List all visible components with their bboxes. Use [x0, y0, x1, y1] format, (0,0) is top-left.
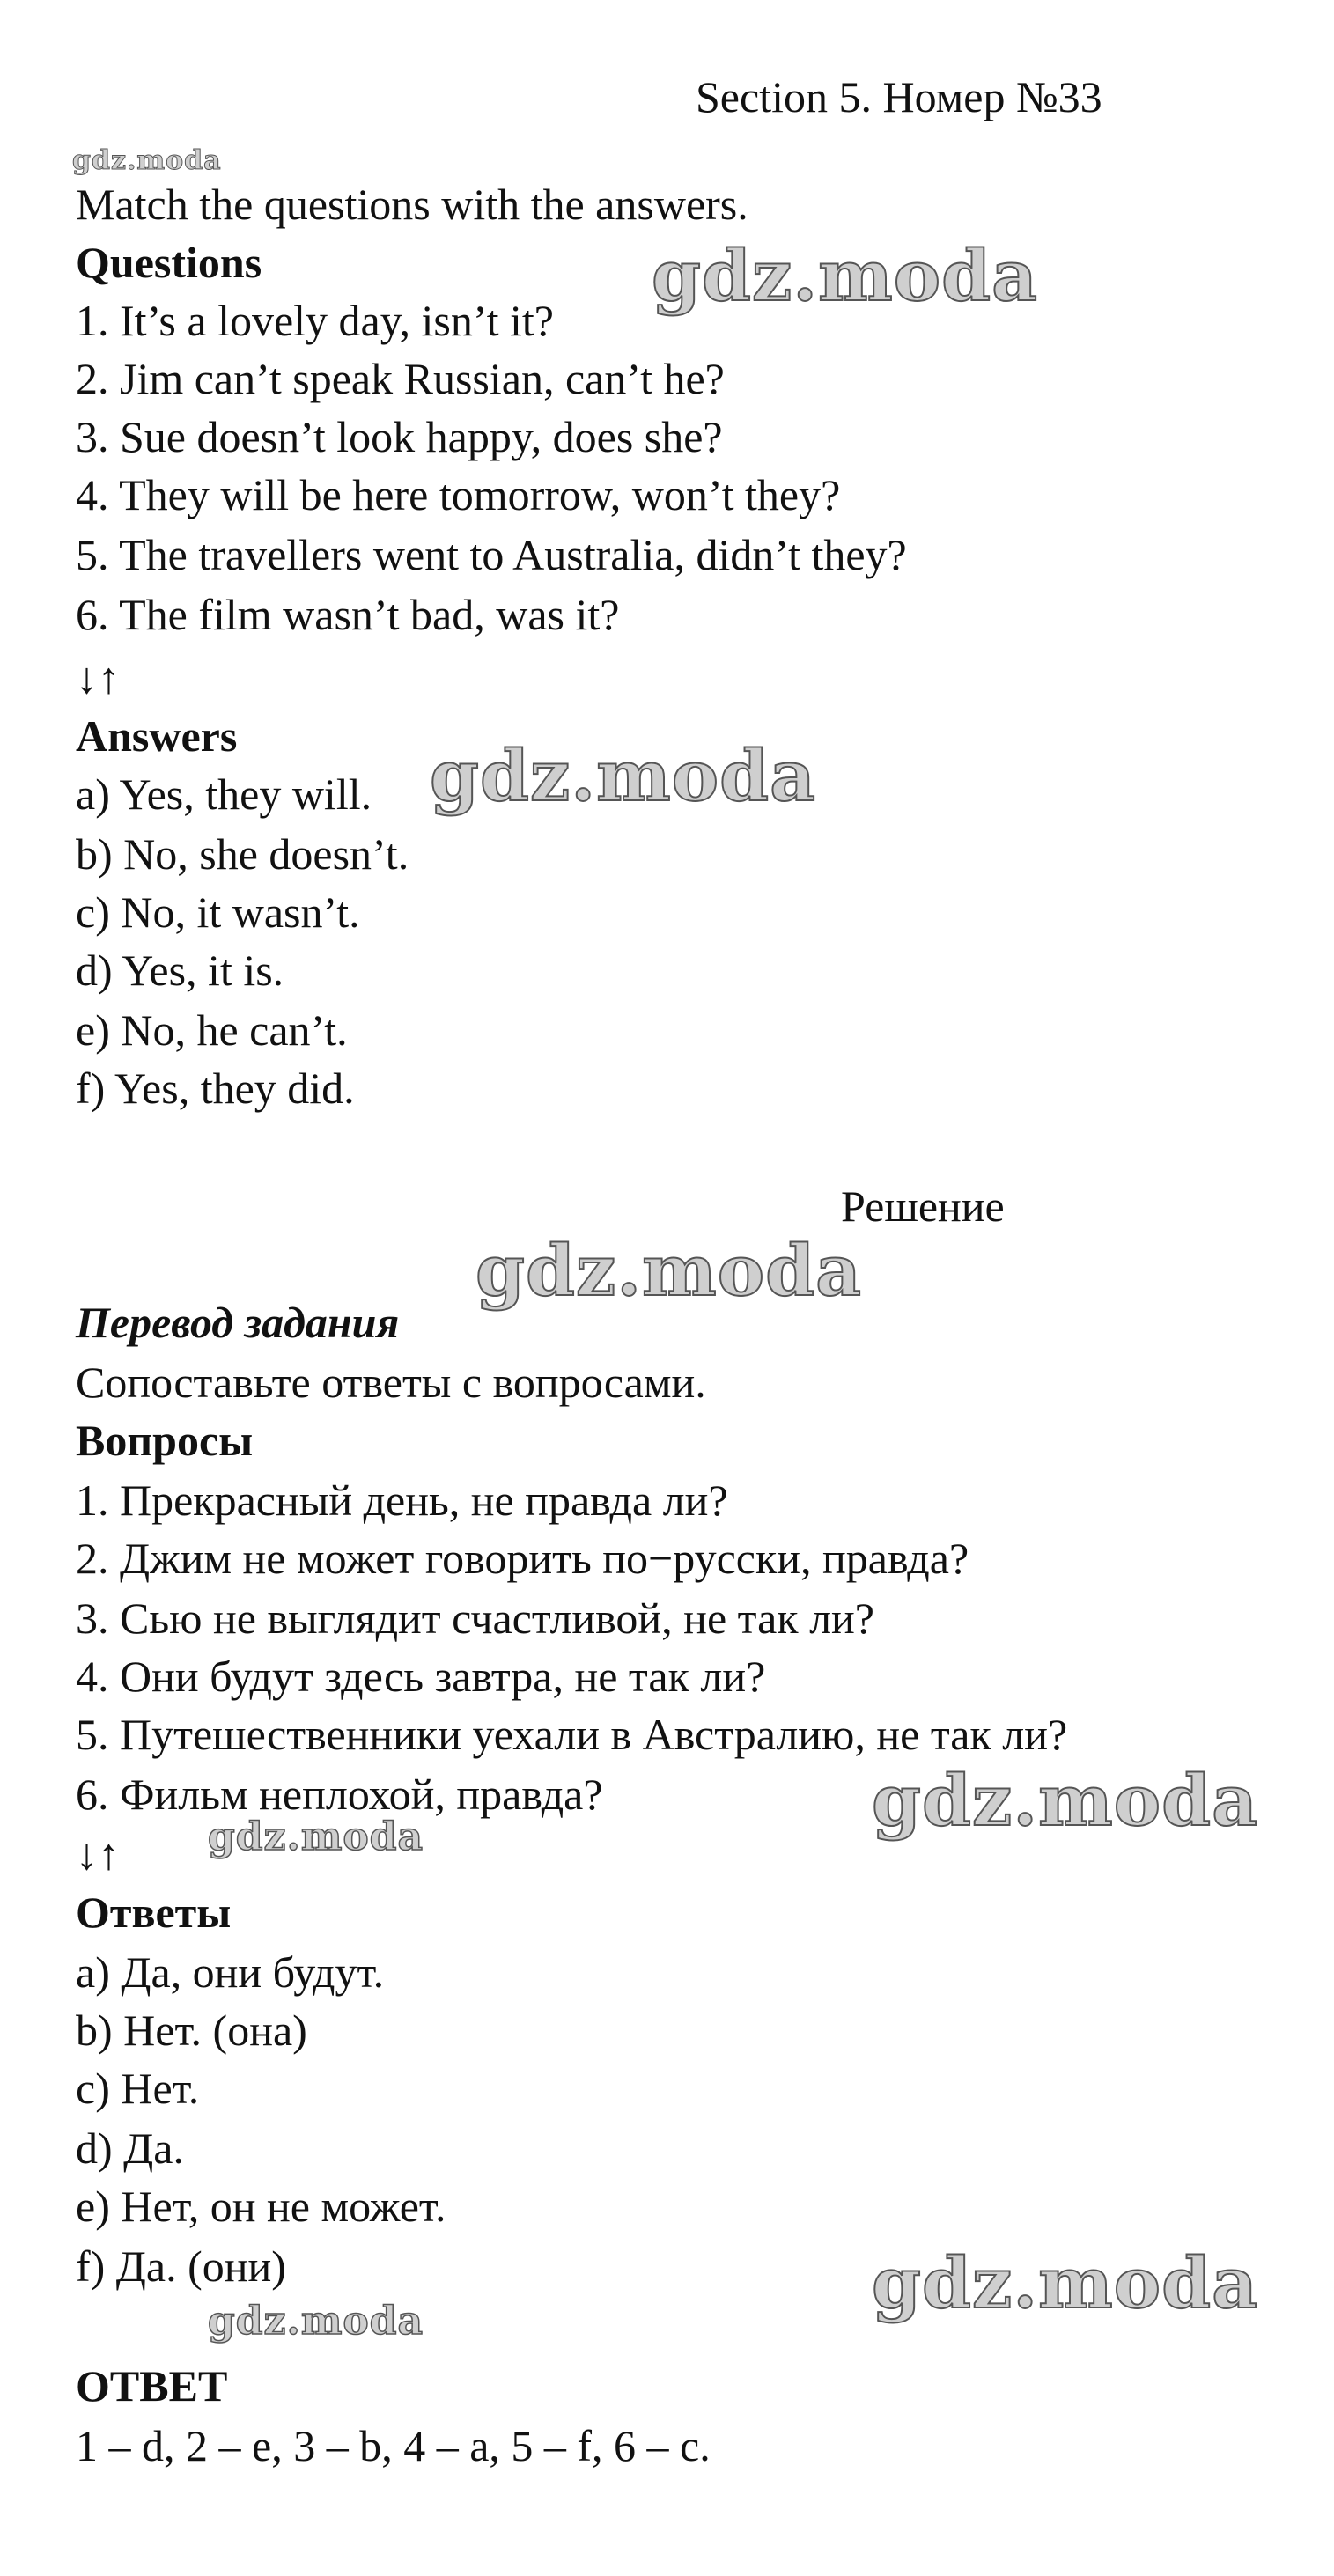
translation-answer-a: a) Да, они будут. — [76, 1947, 385, 1997]
translation-question-1: 1. Прекрасный день, не правда ли? — [76, 1476, 728, 1525]
answer-d: d) Yes, it is. — [76, 946, 284, 995]
translation-question-2: 2. Джим не может говорить по−русски, правда? — [76, 1534, 969, 1583]
translation-answer-c: c) Нет. — [76, 2064, 200, 2113]
answer-c: c) No, it wasn’t. — [76, 887, 360, 937]
question-6: 6. The film wasn’t bad, was it? — [76, 590, 620, 639]
answer-a: a) Yes, they will. — [76, 769, 372, 819]
arrows: ↓↑ — [76, 1829, 120, 1879]
watermark-logo: gdz.moda — [72, 145, 222, 176]
answer-f: f) Yes, they did. — [76, 1064, 355, 1113]
result-heading: ОТВЕТ — [76, 2361, 228, 2410]
translation-answer-e: e) Нет, он не может. — [76, 2182, 446, 2231]
watermark-logo: gdz.moda — [208, 2299, 424, 2344]
translation-question-6: 6. Фильм неплохой, правда? — [76, 1770, 603, 1819]
translation-heading: Перевод задания — [76, 1298, 400, 1347]
watermark-logo: gdz.moda — [475, 1229, 862, 1312]
solution-label: Решение — [841, 1181, 1005, 1231]
answer-e: e) No, he can’t. — [76, 1005, 348, 1055]
question-1: 1. It’s a lovely day, isn’t it? — [76, 296, 554, 345]
translation-question-4: 4. Они будут здесь завтра, не так ли? — [76, 1652, 766, 1701]
translation-questions-heading: Вопросы — [76, 1416, 254, 1465]
arrows: ↓↑ — [76, 653, 120, 703]
watermark-logo: gdz.moda — [872, 1759, 1258, 1842]
translation-instruction: Сопоставьте ответы с вопросами. — [76, 1358, 706, 1407]
section-title: Section 5. Номер №33 — [696, 72, 1102, 121]
answers-heading: Answers — [76, 711, 238, 761]
translation-question-3: 3. Сью не выглядит счастливой, не так ли? — [76, 1593, 874, 1643]
watermark-logo: gdz.moda — [430, 734, 816, 817]
translation-question-5: 5. Путешественники уехали в Австралию, не так ли? — [76, 1710, 1068, 1759]
translation-answer-b: b) Нет. (она) — [76, 2006, 307, 2055]
translation-answers-heading: Ответы — [76, 1888, 232, 1937]
result-answer: 1 – d, 2 – e, 3 – b, 4 – a, 5 – f, 6 – c. — [76, 2421, 711, 2470]
watermark-logo: gdz.moda — [652, 234, 1038, 317]
question-5: 5. The travellers went to Australia, didn’t they? — [76, 530, 907, 579]
watermark-logo: gdz.moda — [872, 2241, 1258, 2324]
translation-answer-d: d) Да. — [76, 2123, 184, 2173]
translation-answer-f: f) Да. (они) — [76, 2241, 286, 2291]
question-2: 2. Jim can’t speak Russian, can’t he? — [76, 354, 725, 403]
task-instruction: Match the questions with the answers. — [76, 180, 748, 229]
question-3: 3. Sue doesn’t look happy, does she? — [76, 412, 723, 461]
answer-b: b) No, she doesn’t. — [76, 829, 409, 879]
question-4: 4. They will be here tomorrow, won’t they? — [76, 470, 841, 519]
watermark-logo: gdz.moda — [208, 1814, 424, 1859]
questions-heading: Questions — [76, 238, 262, 287]
